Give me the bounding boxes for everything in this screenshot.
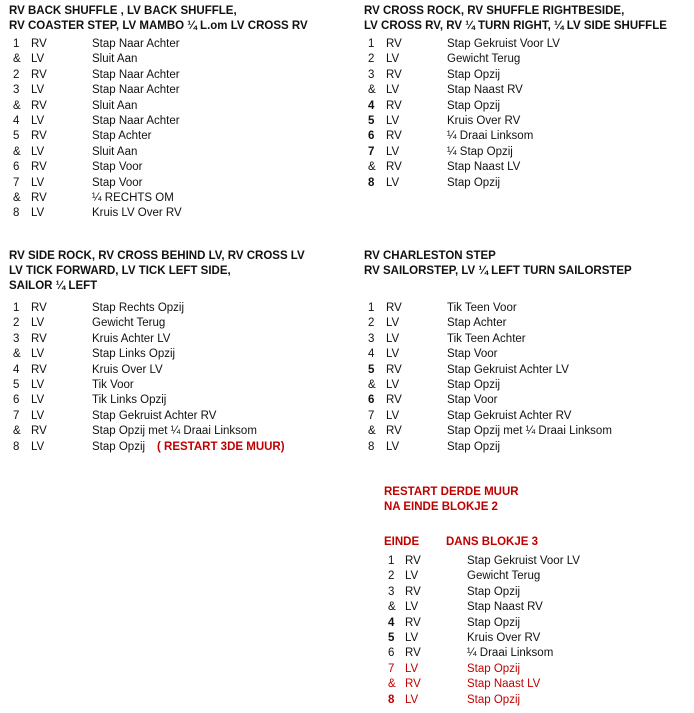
step-count: 8	[388, 693, 395, 706]
step-row	[384, 585, 684, 600]
step-description: Stap Links Opzij	[92, 348, 176, 361]
step-row	[384, 600, 684, 615]
step-description: Stap Opzij	[467, 662, 521, 675]
step-count: 6	[13, 394, 20, 407]
step-count: 7	[388, 662, 395, 675]
step-row	[364, 114, 694, 129]
step-foot: RV	[405, 555, 421, 567]
step-foot: LV	[31, 348, 45, 361]
step-description: Kruis Over RV	[467, 631, 541, 644]
step-foot: RV	[386, 394, 402, 407]
step-foot: LV	[31, 84, 45, 97]
step-description: Kruis LV Over RV	[92, 207, 182, 220]
step-foot: RV	[31, 191, 47, 204]
step-foot: LV	[386, 114, 400, 127]
step-count: &	[13, 145, 21, 158]
step-row	[364, 160, 694, 175]
step-row	[9, 409, 349, 424]
step-foot: LV	[386, 348, 400, 361]
section-side-rock	[9, 249, 349, 455]
step-count: 1	[368, 38, 375, 50]
step-foot: LV	[386, 317, 400, 330]
section-cross-rock	[364, 4, 694, 191]
step-description: Stap Opzij	[467, 585, 521, 598]
step-count: 3	[13, 84, 20, 97]
step-foot: LV	[31, 317, 45, 330]
step-foot: LV	[31, 176, 45, 189]
step-foot: RV	[386, 68, 402, 81]
step-row	[364, 83, 694, 98]
step-foot: RV	[386, 161, 402, 174]
step-foot: RV	[386, 130, 402, 143]
step-description: Gewicht Terug	[447, 53, 521, 66]
step-count: 1	[368, 302, 375, 314]
step-row	[9, 99, 349, 114]
step-description: Stap Naast RV	[447, 84, 523, 97]
step-count: 3	[368, 68, 375, 81]
section-title: SAILOR ¼ LEFT	[9, 280, 98, 292]
step-row	[384, 631, 684, 646]
step-count: 1	[13, 302, 20, 314]
step-foot: RV	[405, 585, 421, 598]
step-description: Stap Gekruist Voor LV	[447, 38, 560, 50]
step-row	[364, 393, 694, 408]
step-row	[364, 332, 694, 347]
step-foot: LV	[405, 693, 419, 706]
section-title: RV CHARLESTON STEP	[364, 250, 496, 262]
step-description: Stap Naast RV	[467, 601, 543, 614]
step-foot: RV	[405, 647, 421, 660]
restart-line: RESTART DERDE MUUR	[384, 486, 519, 498]
section-title: LV CROSS RV, RV ¼ TURN RIGHT, ¼ LV SIDE SHUFFLE	[364, 20, 667, 32]
step-count: 1	[388, 555, 395, 567]
step-foot: RV	[386, 99, 402, 112]
step-row	[364, 378, 694, 393]
step-foot: RV	[386, 38, 402, 50]
step-foot: RV	[405, 678, 421, 691]
section-charleston	[364, 249, 694, 455]
ending-header	[384, 535, 684, 550]
step-count: 4	[13, 114, 20, 127]
step-foot: RV	[31, 425, 47, 438]
step-description: Stap Rechts Opzij	[92, 302, 185, 314]
section-title: RV CROSS ROCK, RV SHUFFLE RIGHTBESIDE,	[364, 5, 625, 17]
ending-section	[384, 535, 684, 708]
step-row	[384, 646, 684, 661]
restart-line: NA EINDE BLOKJE 2	[384, 501, 498, 513]
step-count: 7	[368, 145, 375, 158]
step-foot: LV	[31, 378, 45, 391]
step-row	[9, 145, 349, 160]
step-count: &	[388, 678, 396, 691]
step-row	[9, 191, 349, 206]
step-row	[364, 440, 694, 455]
step-foot: RV	[31, 363, 47, 376]
step-row	[9, 347, 349, 362]
step-foot: RV	[31, 99, 47, 112]
step-foot: LV	[31, 440, 45, 453]
step-foot: LV	[405, 601, 419, 614]
step-description: Kruis Achter LV	[92, 332, 171, 345]
step-row	[364, 347, 694, 362]
step-row	[9, 160, 349, 175]
step-count: 5	[13, 130, 20, 143]
step-description: Stap Opzij	[447, 68, 501, 81]
step-row	[9, 52, 349, 67]
step-count: 3	[388, 585, 395, 598]
step-description: Gewicht Terug	[467, 570, 541, 583]
step-row	[364, 52, 694, 67]
step-count: &	[13, 53, 21, 66]
step-description: Tik Links Opzij	[92, 394, 167, 407]
step-row	[9, 176, 349, 191]
step-count: 5	[368, 363, 375, 376]
step-count: 2	[368, 53, 375, 66]
step-count: 5	[388, 631, 395, 644]
step-count: 5	[368, 114, 375, 127]
step-row	[384, 677, 684, 692]
step-description: ¼ Stap Opzij	[447, 145, 513, 158]
step-count: 3	[13, 332, 20, 345]
step-count: 6	[368, 130, 375, 143]
step-foot: LV	[386, 176, 400, 189]
step-row	[9, 378, 349, 393]
step-count: 2	[368, 317, 375, 330]
step-row	[384, 554, 684, 569]
step-foot: LV	[405, 662, 419, 675]
step-foot: LV	[386, 440, 400, 453]
step-count: &	[368, 161, 376, 174]
step-description: Stap Opzij met ¼ Draai Linksom	[92, 425, 257, 438]
step-row	[9, 332, 349, 347]
step-description: Stap Opzij	[92, 440, 146, 453]
ending-title: DANS BLOKJE 3	[446, 536, 539, 548]
step-count: &	[388, 601, 396, 614]
step-description: Stap Naar Achter	[92, 38, 180, 50]
step-row	[364, 316, 694, 331]
step-description: Stap Gekruist Achter RV	[447, 409, 572, 422]
step-description: Stap Voor	[92, 176, 143, 189]
step-count: 3	[368, 332, 375, 345]
step-foot: LV	[386, 84, 400, 97]
step-row	[364, 99, 694, 114]
step-description: Kruis Over LV	[92, 363, 163, 376]
step-foot: LV	[405, 631, 419, 644]
step-foot: RV	[31, 332, 47, 345]
step-row	[364, 176, 694, 191]
step-row	[9, 316, 349, 331]
step-count: 7	[13, 176, 20, 189]
ending-label: EINDE	[384, 536, 420, 548]
step-description: Stap Voor	[92, 161, 143, 174]
step-description: Stap Gekruist Achter LV	[447, 363, 569, 376]
step-row	[364, 363, 694, 378]
step-foot: RV	[31, 68, 47, 81]
step-description: Stap Naar Achter	[92, 68, 180, 81]
step-row	[9, 424, 349, 439]
step-foot: LV	[405, 570, 419, 583]
step-description: ¼ RECHTS OM	[92, 191, 174, 204]
step-row	[364, 424, 694, 439]
step-count: &	[13, 99, 21, 112]
step-description: Stap Opzij	[447, 440, 501, 453]
step-row	[364, 301, 694, 316]
step-description: Tik Teen Achter	[447, 332, 526, 345]
step-count: 8	[368, 176, 375, 189]
step-foot: LV	[386, 409, 400, 422]
step-foot: RV	[31, 302, 47, 314]
step-description: ¼ Draai Linksom	[447, 130, 534, 143]
step-count: &	[13, 348, 21, 361]
step-description: Kruis Over RV	[447, 114, 521, 127]
step-count: 2	[13, 317, 20, 330]
step-count: 6	[388, 647, 395, 660]
step-foot: RV	[386, 425, 402, 438]
step-row	[9, 83, 349, 98]
step-foot: LV	[31, 207, 45, 220]
step-foot: RV	[31, 38, 47, 50]
step-row	[364, 145, 694, 160]
step-description: Stap Opzij	[447, 378, 501, 391]
restart-note	[384, 485, 684, 515]
step-count: &	[368, 84, 376, 97]
step-description: Stap Opzij	[447, 176, 501, 189]
step-row	[9, 301, 349, 316]
step-description: Stap Naar Achter	[92, 84, 180, 97]
step-row	[364, 37, 694, 52]
step-description: Stap Opzij	[447, 99, 501, 112]
step-count: 1	[13, 38, 20, 50]
step-description: Stap Gekruist Achter RV	[92, 409, 217, 422]
step-foot: LV	[31, 53, 45, 66]
step-foot: LV	[386, 332, 400, 345]
step-count: 5	[13, 378, 20, 391]
step-count: 6	[368, 394, 375, 407]
step-foot: LV	[31, 409, 45, 422]
step-count: 8	[368, 440, 375, 453]
section-title: RV COASTER STEP, LV MAMBO ¼ L.om LV CROSS RV	[9, 20, 308, 32]
step-count: 7	[368, 409, 375, 422]
step-foot: LV	[386, 378, 400, 391]
step-count: 6	[13, 161, 20, 174]
step-foot: LV	[31, 145, 45, 158]
step-row	[384, 662, 684, 677]
step-description: Stap Opzij met ¼ Draai Linksom	[447, 425, 612, 438]
step-description: Sluit Aan	[92, 53, 138, 66]
step-count: 8	[13, 207, 20, 220]
step-foot: LV	[386, 53, 400, 66]
section-title: LV TICK FORWARD, LV TICK LEFT SIDE,	[9, 265, 231, 277]
step-foot: RV	[386, 363, 402, 376]
step-count: &	[368, 378, 376, 391]
step-row	[9, 206, 349, 221]
step-row	[364, 409, 694, 424]
step-description: Stap Naast LV	[467, 678, 541, 691]
step-description: Stap Voor	[447, 348, 498, 361]
step-row	[9, 440, 349, 455]
step-description: Stap Voor	[447, 394, 498, 407]
step-description: Sluit Aan	[92, 99, 138, 112]
step-row	[384, 693, 684, 708]
step-foot: LV	[31, 394, 45, 407]
step-count: 2	[13, 68, 20, 81]
step-foot: LV	[31, 114, 45, 127]
step-row	[364, 129, 694, 144]
step-count: &	[368, 425, 376, 438]
step-row	[9, 393, 349, 408]
step-row	[364, 68, 694, 83]
step-description: Stap Achter	[92, 130, 152, 143]
step-count: 4	[13, 363, 20, 376]
step-row	[9, 37, 349, 52]
step-description: Stap Naast LV	[447, 161, 521, 174]
section-back-shuffle	[9, 4, 349, 222]
step-count: 4	[368, 348, 375, 361]
step-description: Tik Voor	[92, 378, 134, 391]
step-row	[384, 616, 684, 631]
step-description: Stap Opzij	[467, 693, 521, 706]
step-row	[384, 569, 684, 584]
step-description: Stap Opzij	[467, 616, 521, 629]
step-description: Stap Gekruist Voor LV	[467, 555, 580, 567]
step-foot: RV	[31, 161, 47, 174]
step-foot: RV	[386, 302, 402, 314]
step-description: Sluit Aan	[92, 145, 138, 158]
step-count: 7	[13, 409, 20, 422]
step-row	[9, 68, 349, 83]
step-foot: LV	[386, 145, 400, 158]
step-count: 4	[388, 616, 395, 629]
step-row	[9, 129, 349, 144]
step-count: 4	[368, 99, 375, 112]
step-description: Tik Teen Voor	[447, 302, 517, 314]
step-count: &	[13, 191, 21, 204]
step-description: Stap Naar Achter	[92, 114, 180, 127]
step-count: 2	[388, 570, 395, 583]
step-foot: RV	[405, 616, 421, 629]
section-title: RV SIDE ROCK, RV CROSS BEHIND LV, RV CROSS LV	[9, 250, 305, 262]
step-description: Gewicht Terug	[92, 317, 166, 330]
step-description: ¼ Draai Linksom	[467, 647, 554, 660]
section-title: RV BACK SHUFFLE , LV BACK SHUFFLE,	[9, 5, 237, 17]
restart-remark: ( RESTART 3DE MUUR)	[157, 440, 285, 453]
step-row	[9, 363, 349, 378]
step-description: Stap Achter	[447, 317, 507, 330]
section-title: RV SAILORSTEP, LV ¼ LEFT TURN SAILORSTEP	[364, 265, 632, 277]
step-count: &	[13, 425, 21, 438]
step-foot: RV	[31, 130, 47, 143]
step-count: 8	[13, 440, 20, 453]
step-row	[9, 114, 349, 129]
